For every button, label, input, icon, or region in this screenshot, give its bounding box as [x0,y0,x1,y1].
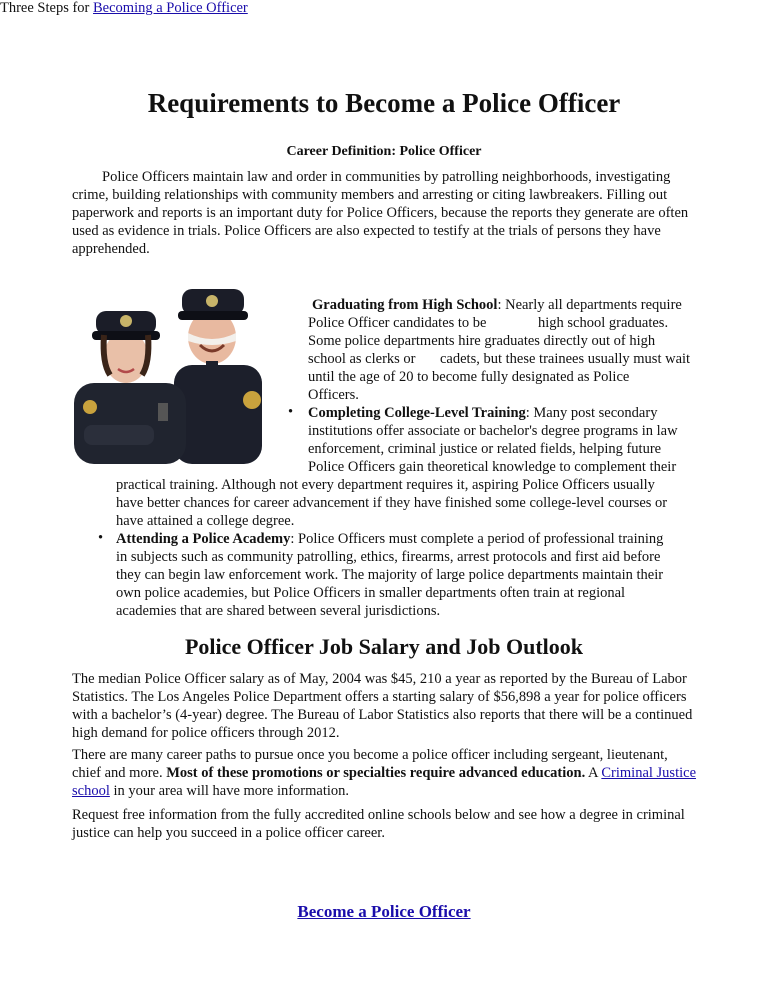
step-3-line-2: in subjects such as community patrolling, ethics, firearms, arrest protocols and first aid before [116,549,661,565]
three-steps-prefix: Three Steps for [0,0,94,16]
step-1-line-5: until the age of 20 to become fully designated as Police [308,369,630,385]
step-1-line-2b [538,314,668,332]
career-paths-text-3: in your area will have more information. [109,783,350,799]
step-1-line-6: Officers. [308,387,359,403]
step-1-text-2b: high school graduates. [538,315,669,331]
step-1-line-4a: school as clerks or [308,351,416,367]
step-3-heading: Attending a Police Academy [116,531,291,547]
step-2-bullet: • [288,404,294,420]
step-2-line-5: practical training. Although not every department requires it, aspiring Police Officers usually [116,477,655,493]
step-3-line-5: academies that are shared between several jurisdictions. [116,603,441,619]
step-2-line-6: have better chances for career advancement if they have finished some college-level courses or [116,495,668,511]
step-1-line-2 [308,314,487,332]
step-3-bullet: • [98,530,104,546]
step-1-line-3: Some police departments hire graduates directly out of high [308,333,656,349]
step-1-text: : Nearly all departments require [497,297,682,313]
career-paths-text-2: A [585,765,602,781]
step-3-line-1 [116,530,663,548]
career-definition-text: Career Definition: Police Officer [286,144,482,159]
three-steps-line [0,0,768,17]
step-2-heading: Completing College-Level Training [308,405,526,421]
career-definition-heading [0,144,768,160]
step-2-text: : Many post secondary [525,405,658,421]
page-title: Requirements to Become a Police Officer [147,88,621,118]
police-officers-photo [74,275,262,464]
career-paths-text: There are many career paths to pursue once you become a police officer including sergeant, lieutenant, chief and more. [72,747,668,781]
become-police-officer-link[interactable]: Become a Police Officer [297,902,471,921]
step-1-line-4b: cadets, but these trainees usually must wait [440,351,691,367]
criminal-justice-school-link[interactable]: Criminal Justice school [72,765,696,799]
step-2-line-2: institutions offer associate or bachelor's degree programs in law [308,423,678,439]
career-paths-paragraph [72,746,696,800]
becoming-police-officer-link[interactable]: Becoming a Police Officer [93,0,248,16]
step-1-line-1 [312,296,682,314]
step-3-line-3: they can begin law enforcement work. The majority of large police departments maintain their [116,567,664,583]
officers-illustration [74,275,262,464]
step-2-line-4: Police Officers gain theoretical knowledge to complement their [308,459,677,475]
request-info-paragraph: Request free information from the fully accredited online schools below and see how a degree in criminal justice can help you succeed in a police officer career. [72,807,685,841]
salary-heading: Police Officer Job Salary and Job Outlook [184,634,584,659]
step-2-line-1 [308,404,657,422]
step-3-line-4: own police academies, but Police Officers in smaller departments often train at regional [116,585,626,601]
step-3-text: : Police Officers must complete a period of professional training [290,531,664,547]
step-1-heading: Graduating from High School [312,297,498,313]
step-1-text-2a: Police Officer candidates to be [308,315,487,331]
career-paths-bold: Most of these promotions or specialties require advanced education. [166,765,586,781]
step-2-line-7: have attained a college degree. [116,513,295,529]
salary-paragraph: The median Police Officer salary as of May, 2004 was $45, 210 a year as reported by the Bureau of Labor Statistics. The Los Angeles Police Department offers a starting salary of $56,898 a year for police officers with a bachelor’s (4-year) degree. The Bureau of Labor Statistics also reports that there will be a continued high demand for police officers through 2012. [72,671,693,741]
intro-paragraph: Police Officers maintain law and order in communities by patrolling neighborhoods, investigating crime, building relationships with community members and arresting or citing lawbreakers. Filling out paperwork and reports is an important duty for Police Officers, because the reports they generate are often used as evidence in trials. Police Officers are also expected to testify at the trials of persons they have apprehended. [72,169,689,257]
step-2-line-3: enforcement, criminal justice or related fields, helping future [308,441,662,457]
footer-link-container [0,902,768,922]
